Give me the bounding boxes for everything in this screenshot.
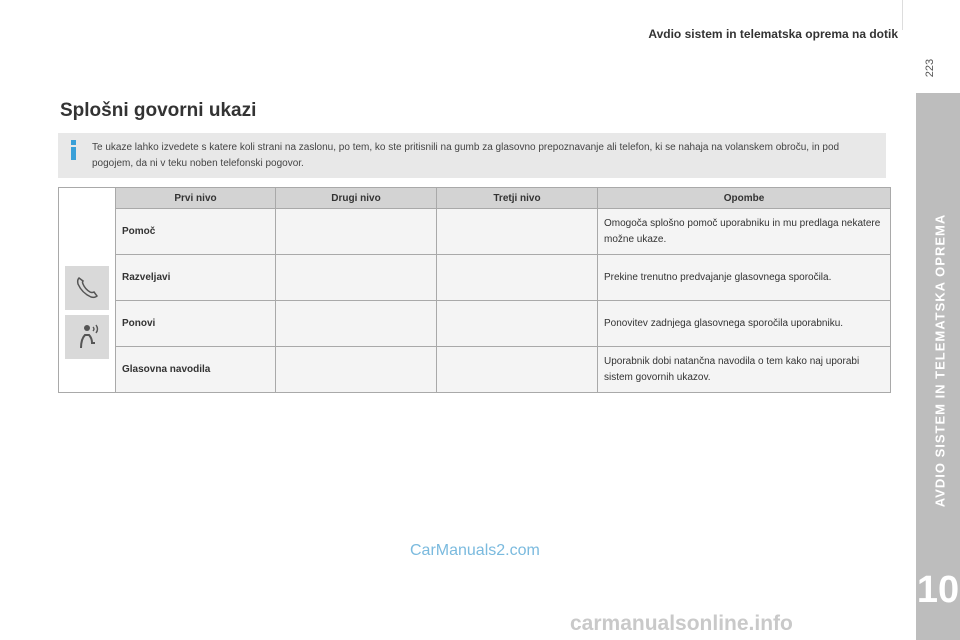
- table-header-row: [59, 188, 891, 209]
- level3-cell: [437, 255, 598, 301]
- note-cell: Omogoča splošno pomoč uporabniku in mu predlaga nekatere možne ukaze.: [598, 209, 891, 255]
- info-text: Te ukaze lahko izvedete s katere koli strani na zaslonu, po tem, ko ste pritisnili na gumb za glasovno prepoznavanje ali telefon, ki se nahaja na volanskem obroču, in pod pogojem, da ni v teku noben telefonski pogovor.: [92, 142, 840, 169]
- voice-command-icon: [65, 315, 109, 359]
- note-cell: Prekine trenutno predvajanje glasovnega sporočila.: [598, 255, 891, 301]
- running-header: Avdio sistem in telematska oprema na dotik: [648, 27, 898, 41]
- level1-cell: Glasovna navodila: [116, 347, 276, 393]
- level1-cell: Razveljavi: [116, 255, 276, 301]
- level3-cell: [437, 347, 598, 393]
- level2-cell: [276, 209, 437, 255]
- column-header: Opombe: [598, 188, 891, 209]
- level3-cell: [437, 301, 598, 347]
- level3-cell: [437, 209, 598, 255]
- column-header: Prvi nivo: [116, 188, 276, 209]
- table-row: [59, 301, 891, 347]
- voice-commands-table: [58, 187, 891, 393]
- level1-cell: Ponovi: [116, 301, 276, 347]
- column-header: Drugi nivo: [276, 188, 437, 209]
- phone-icon: [65, 266, 109, 310]
- table-row: [59, 347, 891, 393]
- level2-cell: [276, 255, 437, 301]
- info-icon: [64, 138, 84, 162]
- chapter-number: 10: [916, 569, 960, 611]
- chapter-sidebar: [916, 93, 960, 640]
- info-box: [58, 133, 886, 178]
- note-cell: Ponovitev zadnjega glasovnega sporočila uporabniku.: [598, 301, 891, 347]
- icon-column: [59, 188, 116, 393]
- column-header: Tretji nivo: [437, 188, 598, 209]
- level2-cell: [276, 301, 437, 347]
- header-divider: [902, 0, 903, 30]
- level1-cell: Pomoč: [116, 209, 276, 255]
- chapter-title: AVDIO SISTEM IN TELEMATSKA OPREMA: [932, 213, 948, 508]
- table-row: [59, 255, 891, 301]
- level2-cell: [276, 347, 437, 393]
- page-number: 223: [924, 58, 936, 78]
- note-cell: Uporabnik dobi natančna navodila o tem kako naj uporabi sistem govornih ukazov.: [598, 347, 891, 393]
- table-row: [59, 209, 891, 255]
- footer-watermark: carmanualsonline.info: [570, 612, 793, 635]
- watermark-link[interactable]: CarManuals2.com: [410, 542, 540, 559]
- page-title: Splošni govorni ukazi: [60, 100, 257, 121]
